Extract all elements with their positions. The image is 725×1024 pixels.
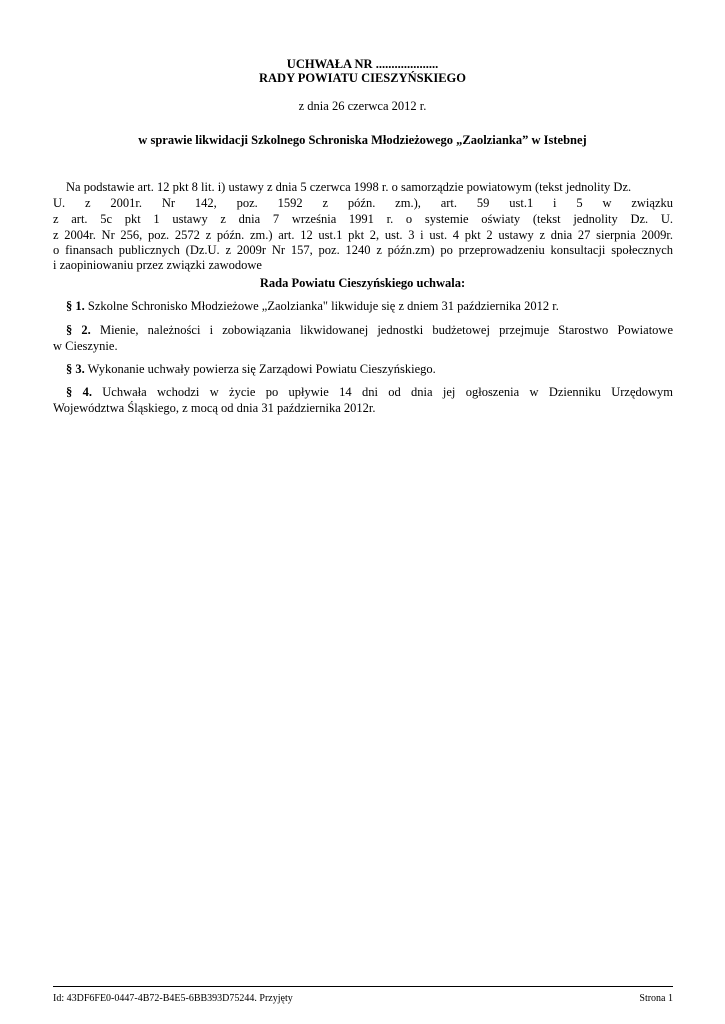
paragraph-3 <box>66 361 686 377</box>
footer-divider <box>53 986 673 987</box>
document-id: Id: 43DF6FE0-0447-4B72-B4E5-6BB393D75244. Przyjęty <box>53 993 293 1004</box>
paragraph-number: § 3. <box>66 362 85 376</box>
paragraph-2 <box>66 322 673 338</box>
paragraph-number: § 4. <box>66 385 92 399</box>
resolution-intro: Rada Powiatu Cieszyńskiego uchwala: <box>259 276 466 290</box>
paragraph-4-continuation: Województwa Śląskiego, z mocą od dnia 31 października 2012r. <box>53 401 376 415</box>
preamble-line: Na podstawie art. 12 pkt 8 lit. i) ustawy z dnia 5 czerwca 1998 r. o samorządzie powiatowym (tekst jednolity Dz. <box>66 180 632 194</box>
resolution-date: z dnia 26 czerwca 2012 r. <box>298 99 427 113</box>
paragraph-text: Szkolne Schronisko Młodzieżowe „Zaolzianka" likwiduje się z dniem 31 października 2012 r. <box>87 299 559 313</box>
preamble-line: i zaopiniowaniu przez związki zawodowe <box>53 258 262 272</box>
paragraph-number: § 2. <box>66 323 91 337</box>
page-number: Strona 1 <box>639 993 673 1004</box>
paragraph-2-continuation: w Cieszynie. <box>53 339 118 353</box>
resolution-number-heading: UCHWAŁA NR .................... <box>286 57 439 71</box>
paragraph-4 <box>66 384 673 400</box>
paragraph-text: Mienie, należności i zobowiązania likwidowanej jednostki budżetowej przejmuje Starostwo Powiatowe <box>99 323 673 337</box>
paragraph-text: Wykonanie uchwały powierza się Zarządowi Powiatu Cieszyńskiego. <box>87 362 436 376</box>
paragraph-1 <box>66 298 686 314</box>
preamble-line: o finansach publicznych (Dz.U. z 2009r Nr 157, poz. 1240 z późn.zm) po przeprowadzeniu konsultacji społecznych <box>53 243 673 257</box>
paragraph-text: Uchwała wchodzi w życie po upływie 14 dni od dnia jej ogłoszenia w Dzienniku Urzędowym <box>102 385 674 399</box>
council-name-heading: RADY POWIATU CIESZYŃSKIEGO <box>259 71 466 85</box>
preamble-line: z 2004r. Nr 256, poz. 2572 z późn. zm.) art. 12 ust.1 pkt 2, ust. 3 i ust. 4 pkt 2 ustawy z dnia 27 sierpnia 2009r. <box>53 228 673 242</box>
preamble-line: z art. 5c pkt 1 ustawy z dnia 7 września 1991 r. o systemie oświaty (tekst jednolity Dz. U. <box>53 212 673 226</box>
resolution-subject: w sprawie likwidacji Szkolnego Schroniska Młodzieżowego „Zaolzianka” w Istebnej <box>138 133 587 147</box>
preamble-line: U. z 2001r. Nr 142, poz. 1592 z późn. zm.), art. 59 ust.1 i 5 w związku <box>53 196 673 210</box>
paragraph-number: § 1. <box>66 299 85 313</box>
